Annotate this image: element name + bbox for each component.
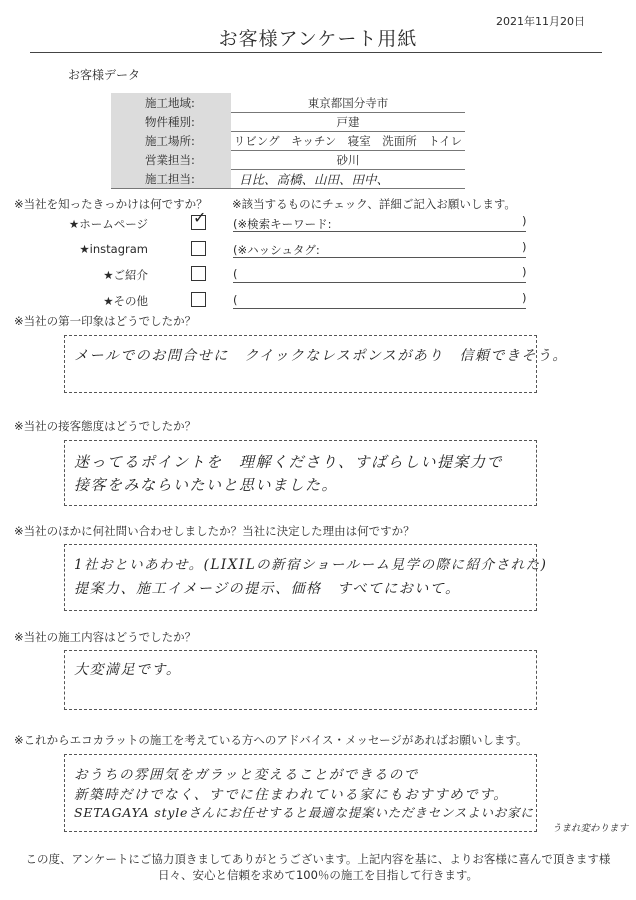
sales-value: 砂川 [336,153,360,167]
option-instagram-label: ★instagram [79,242,148,256]
q4-question: ※当社のほかに何社問い合わせしましたか？当社に決定した理由は何ですか？ [14,524,415,538]
option-referral-close: ) [522,265,527,279]
q1-instruction: ※該当するものにチェック、詳細ご記入お願いします。 [232,197,516,211]
option-referral-label: ★ご紹介 [103,268,148,282]
customer-data-heading: お客様データ [68,68,141,82]
installer-label: 施工担当: [145,172,195,186]
area-value: 東京都国分寺市 [307,96,389,110]
option-homepage-line [233,231,526,232]
customer-row-area [111,93,465,113]
q6-question: ※これからエコカラットの施工を考えている方へのアドバイス・メッセージがあればお願いします。 [14,733,528,747]
option-referral-line [233,282,526,283]
q2-question: ※当社の第一印象はどうでしたか？ [14,314,197,328]
option-instagram-line [233,257,526,258]
q5-answer-line: 大変満足です。 [74,662,182,678]
q3-answer-line: 迷ってるポイントを 理解くださり、すばらしい提案力で [74,453,504,471]
q2-answer-line: メールでのお問合せに クイックなレスポンスがあり 信頼できそう。 [74,348,568,364]
q6-answer-overflow: うまれ変わります [552,823,629,834]
q6-answer-line: SETAGAYA styleさんにお任せすると最適な提案いただきセンスよいお家に [74,805,534,820]
type-value: 戸建 [336,115,360,129]
option-instagram-checkbox[interactable] [191,241,206,256]
q4-answer-line: 1社おといあわせ。(LIXILの新宿ショールーム見学の際に紹介された) [74,557,548,573]
option-other-label: ★その他 [103,294,148,308]
footer-line: この度、アンケートにご協力頂きましてありがとうございます。上記内容を基に、よりお客様に喜んで頂きます様 [25,852,611,866]
option-referral-detail: ( [233,267,238,281]
location-label: 施工場所: [145,134,195,148]
footer-line: 日々、安心と信頼を求めて100％の施工を目指して行きます。 [157,868,479,882]
q4-answer-line: 提案力、施工イメージの提示、価格 すべてにおいて。 [74,581,461,597]
q5-question: ※当社の施工内容はどうでしたか？ [14,630,197,644]
sales-label: 営業担当: [145,153,195,167]
survey-date: 2021年11月20日 [496,15,585,28]
option-other-checkbox[interactable] [191,292,206,307]
option-instagram-detail: (※ハッシュタグ: [233,243,320,257]
customer-row-sales [111,150,465,170]
location-value: リビング キッチン 寝室 洗面所 トイレ [233,134,463,148]
installer-value: 日比、高橋、山田、田中、 [239,172,390,187]
option-homepage-close: ) [522,214,527,228]
q6-answer-line: 新築時だけでなく、すでに住まわれている家にもおすすめです。 [74,787,509,803]
q6-answer-line: おうちの雰囲気をガラッと変えることができるので [74,767,419,783]
q3-answer-box [64,440,537,506]
title-underline [30,52,602,53]
option-referral-checkbox[interactable] [191,266,206,281]
q1-question: ※当社を知ったきっかけは何ですか？ [14,197,208,211]
option-instagram-close: ) [522,240,527,254]
option-homepage-detail: (※検索キーワード: [233,217,332,231]
option-other-line [233,308,526,309]
option-other-close: ) [522,291,527,305]
page-title: お客様アンケート用紙 [218,28,418,50]
option-homepage-label: ★ホームページ [68,217,148,231]
q3-question: ※当社の接客態度はどうでしたか？ [14,419,197,433]
option-other-detail: ( [233,293,238,307]
customer-row-location [111,131,465,151]
q3-answer-line: 接客をみならいたいと思いました。 [74,476,339,494]
check-mark-icon: ✓ [193,208,207,227]
area-label: 施工地域: [145,96,195,110]
customer-row-type [111,112,465,132]
customer-row-installer [111,169,465,189]
type-label: 物件種別: [145,115,195,129]
